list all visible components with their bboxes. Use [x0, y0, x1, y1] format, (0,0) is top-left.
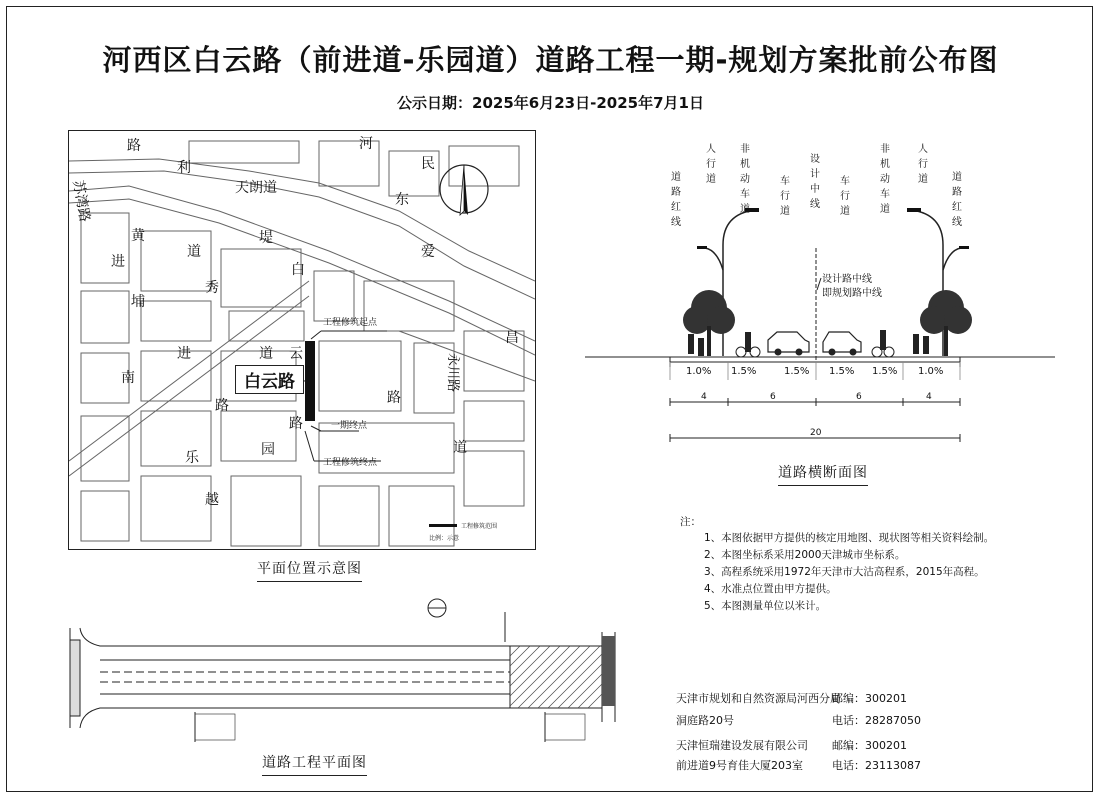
contact-postcode: 邮编：300201 [832, 739, 907, 752]
map-label: 天朗道 [235, 180, 277, 196]
width-label: 6 [770, 392, 776, 402]
legend-item: 比例：示意 [429, 535, 460, 542]
centerline-note: 设计路中线 [822, 274, 872, 285]
map-label: 秀 [205, 280, 219, 296]
cross-section-caption: 道路横断面图 [778, 462, 868, 486]
column-label: 车行道 [840, 176, 850, 217]
map-label: 道 [259, 346, 273, 362]
map-label: 进 [111, 254, 125, 270]
width-label: 4 [701, 392, 707, 402]
notes-heading: 注： [680, 516, 701, 528]
north-arrow-icon [440, 165, 488, 215]
map-label: 埔 [131, 294, 145, 310]
map-label: 乐 [185, 450, 199, 466]
map-label: 进 [177, 346, 191, 362]
map-label: 东 [395, 192, 409, 208]
width-label: 4 [926, 392, 932, 402]
contact-phone: 电话：28287050 [832, 714, 921, 727]
note-item: 4、水准点位置由甲方提供。 [704, 583, 837, 595]
map-label: 爱 [421, 244, 435, 260]
slope-label: 1.0% [686, 366, 712, 377]
slope-label: 1.5% [784, 366, 810, 377]
note-item: 1、本图依据甲方提供的核定用地图、现状图等相关资料绘制。 [704, 532, 995, 544]
contact-address: 洞庭路20号 [676, 714, 734, 727]
map-label: 民 [421, 156, 435, 172]
notes-list [704, 530, 994, 615]
location-map-caption: 平面位置示意图 [257, 558, 362, 582]
publication-date: 公示日期：2025年6月23日-2025年7月1日 [397, 94, 704, 112]
map-label: 南 [121, 370, 135, 386]
slope-label: 1.5% [829, 366, 855, 377]
map-label: 黄 [131, 228, 145, 244]
column-label: 人行道 [918, 144, 928, 185]
total-width-label: 20 [810, 428, 822, 438]
project-segment [305, 341, 315, 421]
column-label: 非机动车道 [740, 144, 750, 215]
road-name-box: 白云路 [235, 365, 304, 394]
map-label: 苏湾路 [69, 179, 93, 224]
end-annotation: 工程修筑终点 [323, 458, 378, 468]
map-label: 云 [289, 346, 303, 362]
column-label: 非机动车道 [880, 144, 890, 215]
column-label: 道路红线 [671, 172, 681, 228]
map-label: 道 [187, 244, 201, 260]
centerline-note: 即规划路中线 [822, 288, 882, 299]
map-label: 永川路 [445, 352, 461, 393]
phase1-end-annotation: 一期终点 [331, 421, 368, 431]
map-label: 园 [261, 442, 275, 458]
slope-label: 1.0% [918, 366, 944, 377]
start-annotation: 工程修筑起点 [323, 318, 378, 328]
slope-label: 1.5% [872, 366, 898, 377]
road-plan-graphic [40, 592, 640, 752]
location-map [68, 130, 536, 550]
map-label: 路 [387, 390, 401, 406]
note-item: 5、本图测量单位以米计。 [704, 600, 827, 612]
map-label: 河 [359, 136, 373, 152]
column-label: 人行道 [706, 144, 716, 185]
map-label: 路 [215, 398, 229, 414]
map-label: 道 [453, 440, 467, 456]
street-map-graphic [69, 131, 535, 549]
map-label: 越 [205, 492, 219, 508]
contact-org: 天津恒瑞建设发展有限公司 [676, 739, 808, 752]
width-label: 6 [856, 392, 862, 402]
map-label: 利 [177, 160, 191, 176]
note-item: 3、高程系统采用1972年天津市大沽高程系，2015年高程。 [704, 566, 985, 578]
map-label: 堤 [259, 230, 273, 246]
map-label: 昌 [505, 330, 519, 346]
map-label: 路 [289, 416, 303, 432]
contact-address: 前进道9号育佳大厦203室 [676, 759, 803, 772]
contact-org: 天津市规划和自然资源局河西分局 [676, 692, 841, 705]
note-item: 2、本图坐标系采用2000天津城市坐标系。 [704, 549, 906, 561]
contact-phone: 电话：23113087 [832, 759, 921, 772]
slope-label: 1.5% [731, 366, 757, 377]
column-label: 设计中线 [810, 154, 820, 210]
column-label: 车行道 [780, 176, 790, 217]
contact-postcode: 邮编：300201 [832, 692, 907, 705]
page-title: 河西区白云路（前进道-乐园道）道路工程一期-规划方案批前公布图 [102, 43, 999, 77]
column-label: 道路红线 [952, 172, 962, 228]
plan-caption: 道路工程平面图 [262, 752, 367, 776]
map-label: 路 [127, 138, 141, 154]
legend-item: 工程修筑范围 [461, 523, 498, 530]
map-label: 白 [291, 262, 305, 278]
